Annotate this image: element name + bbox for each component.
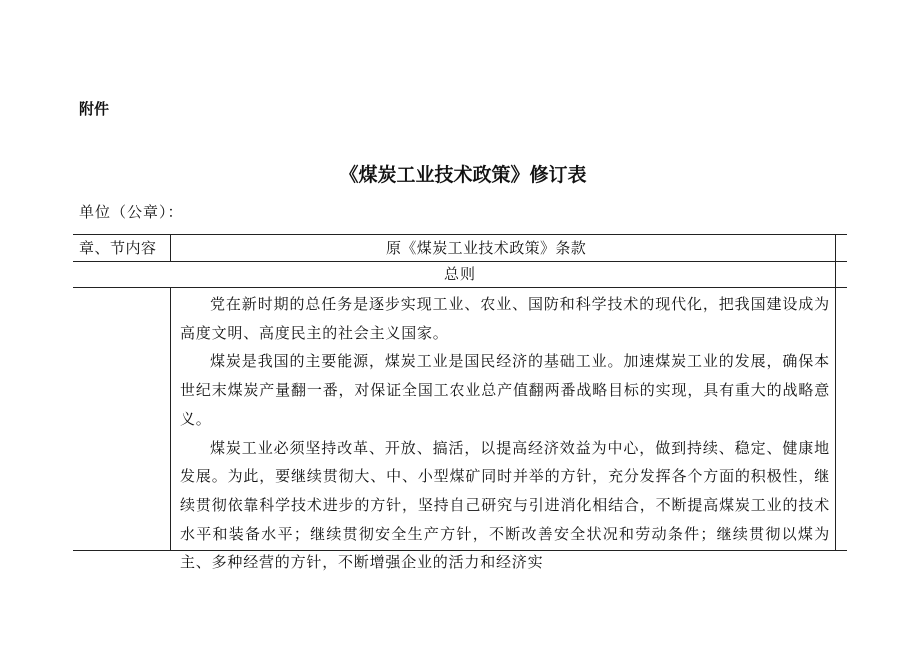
column-divider-left-body (170, 287, 171, 550)
column-divider-right (835, 234, 836, 550)
clause-paragraph: 党在新时期的总任务是逐步实现工业、农业、国防和科学技术的现代化，把我国建设成为高度文明、高度民主的社会主义国家。 (180, 295, 830, 342)
clause-text-cell (180, 290, 830, 572)
header-original-clause: 原《煤炭工业技术政策》条款 (386, 239, 587, 257)
unit-seal-label: 单位（公章）： (79, 203, 184, 221)
clause-paragraph: 煤炭是我国的主要能源，煤炭工业是国民经济的基础工业。加速煤炭工业的发展，确保本世纪末煤炭产量翻一番，对保证全国工农业总产值翻两番战略目标的实现，具有重大的战略意义。 (180, 352, 830, 428)
section-row-bottom-border (73, 287, 847, 288)
header-chapter-section: 章、节内容 (79, 239, 157, 257)
column-divider-left (170, 234, 171, 261)
table-top-border (73, 234, 847, 235)
document-title: 《煤炭工业技术政策》修订表 (339, 164, 587, 186)
section-heading: 总则 (444, 265, 477, 283)
header-bottom-border (73, 261, 847, 262)
clause-paragraph: 煤炭工业必须坚持改革、开放、搞活，以提高经济效益为中心，做到持续、稳定、健康地发展。为此，要继续贯彻大、中、小型煤矿同时并举的方针，充分发挥各个方面的积极性，继续贯彻依靠科学技术进步的方针，坚持自己研究与引进消化相结合，不断提高煤炭工业的技术水平和装备水平；继续贯彻安全生产方针，不断改善安全状况和劳动条件；继续贯彻以煤为主、多种经营的方针，不断增强企业的活力和经济实 (180, 438, 830, 572)
attachment-label: 附件 (79, 100, 110, 118)
